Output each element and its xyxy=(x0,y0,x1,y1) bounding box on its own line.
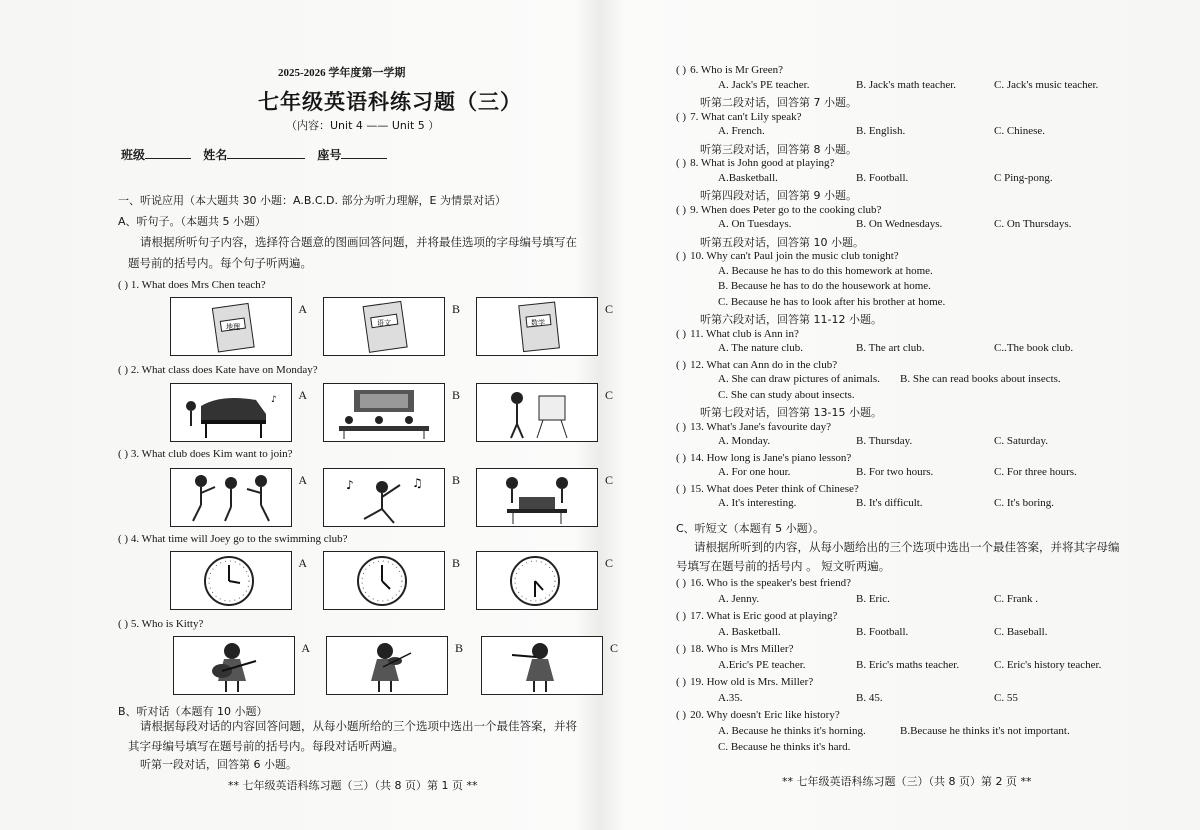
clock-icon xyxy=(171,552,291,609)
svg-text:♪: ♪ xyxy=(271,395,277,405)
page-title: 七年级英语科练习题（三） xyxy=(258,90,522,114)
question-4: ( ) 4. What time will Joey go to the swimming club? xyxy=(118,533,348,545)
answer-option: A. It's interesting. xyxy=(718,497,797,509)
answer-option: B. 45. xyxy=(856,691,883,704)
q1-option-a[interactable]: 地理 A xyxy=(170,297,292,356)
question-row xyxy=(676,111,802,123)
answer-bracket[interactable]: ( ) xyxy=(676,358,687,371)
page-2 xyxy=(600,0,1200,830)
q5-option-b[interactable]: B xyxy=(326,636,448,695)
question-row xyxy=(676,250,899,262)
answer-option: A. Because he thinks it's horning. xyxy=(718,724,866,737)
q1-option-c[interactable]: 数学 C xyxy=(476,297,598,356)
q5-option-a[interactable]: A xyxy=(173,636,295,695)
q3-option-a[interactable]: A xyxy=(170,468,292,527)
answer-option: C. Eric's history teacher. xyxy=(994,658,1102,671)
answer-option: B. Because he has to do the housework at home. xyxy=(718,280,931,292)
question-text: 19. How old is Mrs. Miller? xyxy=(690,676,814,688)
question-text: 6. Who is Mr Green? xyxy=(690,64,784,76)
answer-option: A.35. xyxy=(718,691,743,704)
dancing-kids-icon xyxy=(171,469,291,526)
seat-label: 座号 xyxy=(317,148,342,162)
answer-option: A. The nature club. xyxy=(718,342,804,354)
answer-bracket[interactable]: ( ) xyxy=(676,327,687,340)
answer-bracket[interactable]: ( ) xyxy=(676,110,687,123)
q2-option-b[interactable]: B xyxy=(323,383,445,442)
answer-bracket[interactable]: ( ) xyxy=(676,709,687,721)
q3-option-b[interactable]: ♪ ♫ B xyxy=(323,468,445,527)
answer-option: C. Chinese. xyxy=(994,125,1046,137)
page-1-footer: ** 七年级英语科练习题（三）（共 8 页）第 1 页 ** xyxy=(228,779,478,792)
part-a-heading: A、听句子。（本题共 5 小题） xyxy=(118,215,267,228)
breakdance-icon xyxy=(324,469,444,526)
question-row xyxy=(676,452,851,464)
answer-option: C. Because he has to look after his brother at home. xyxy=(718,295,946,308)
question-5: ( ) 5. Who is Kitty? xyxy=(118,618,204,630)
part-c-heading: C、听短文（本题有 5 小题）。 xyxy=(676,522,825,535)
answer-option: B. Football. xyxy=(856,625,909,638)
answer-option: A.Basketball. xyxy=(718,171,778,184)
question-text: 9. When does Peter go to the cooking club? xyxy=(690,203,882,216)
question-text: 18. Who is Mrs Miller? xyxy=(690,643,794,655)
answer-bracket[interactable]: ( ) xyxy=(676,643,687,655)
question-row xyxy=(676,709,840,721)
answer-option: A. Monday. xyxy=(718,435,771,447)
dialogue-note: 听第二段对话，回答第 7 小题。 xyxy=(700,96,857,109)
dialogue-note: 听第四段对话，回答第 9 小题。 xyxy=(700,189,857,202)
answer-option: B.Because he thinks it's not important. xyxy=(900,724,1070,737)
question-row xyxy=(676,359,837,371)
question-1: ( ) 1. What does Mrs Chen teach? xyxy=(118,279,266,291)
part-b-first-note: 听第一段对话，回答第 6 小题。 xyxy=(140,758,297,771)
answer-bracket[interactable]: ( ) xyxy=(676,157,687,169)
page-2-footer: ** 七年级英语科练习题（三）（共 8 页）第 2 页 ** xyxy=(782,775,1032,788)
question-row xyxy=(676,643,793,655)
chess-icon xyxy=(477,469,597,526)
question-text: 15. What does Peter think of Chinese? xyxy=(690,482,859,495)
question-row xyxy=(676,676,813,688)
answer-bracket[interactable]: ( ) xyxy=(676,577,687,589)
svg-text:♫: ♫ xyxy=(412,476,423,490)
part-c-instruction-2: 号填写在题号前的括号内 。 短文听两遍。 xyxy=(676,559,891,573)
answer-option: B. On Wednesdays. xyxy=(856,218,943,230)
answer-option: A.Eric's PE teacher. xyxy=(718,658,806,671)
svg-text:地理: 地理 xyxy=(226,323,240,331)
answer-option: C Ping-pong. xyxy=(994,171,1053,184)
question-2: ( ) 2. What class does Kate have on Monday? xyxy=(118,364,318,376)
student-info xyxy=(121,146,387,163)
svg-text:语文: 语文 xyxy=(377,319,391,327)
question-text: 12. What can Ann do in the club? xyxy=(690,358,838,371)
answer-option: B. Thursday. xyxy=(856,435,913,447)
question-text: 14. How long is Jane's piano lesson? xyxy=(690,451,852,464)
answer-option: A. Basketball. xyxy=(718,625,781,638)
book-icon xyxy=(324,298,444,355)
question-3: ( ) 3. What club does Kim want to join? xyxy=(118,448,293,460)
girl-guitar-icon xyxy=(174,637,294,694)
answer-option: A. For one hour. xyxy=(718,466,791,478)
question-row xyxy=(676,483,859,495)
question-row xyxy=(676,328,799,340)
answer-bracket[interactable]: ( ) xyxy=(676,420,687,433)
book-icon xyxy=(477,298,597,355)
part-a-instruction-2: 题号前的括号内。每个句子听两遍。 xyxy=(128,256,312,270)
answer-option: C. Saturday. xyxy=(994,435,1048,447)
q5-option-c[interactable]: C xyxy=(481,636,603,695)
section-1-heading: 一、听说应用（本大题共 30 小题：A.B.C.D. 部分为听力理解，E 为情景对话） xyxy=(118,194,506,207)
answer-option: C. On Thursdays. xyxy=(994,218,1072,230)
piano-icon xyxy=(171,384,291,441)
term-label: 2025-2026 学年度第一学期 xyxy=(278,67,406,79)
answer-bracket[interactable]: ( ) xyxy=(676,203,687,216)
question-text: 13. What's Jane's favourite day? xyxy=(690,420,831,433)
answer-option: A. Jenny. xyxy=(718,592,760,605)
answer-option: C. For three hours. xyxy=(994,466,1077,478)
answer-option: B. Eric's maths teacher. xyxy=(856,658,960,671)
part-a-instruction-1: 请根据所听句子内容，选择符合题意的图画回答问题，并将最佳选项的字母编号填写在 xyxy=(140,235,577,249)
q1-option-b[interactable]: 语文 B xyxy=(323,297,445,356)
answer-option: C. Jack's music teacher. xyxy=(994,78,1099,91)
answer-option: B. For two hours. xyxy=(856,466,934,478)
answer-bracket[interactable]: ( ) xyxy=(676,482,687,495)
part-b-heading: B、听对话（本题有 10 小题） xyxy=(118,705,268,718)
classroom-icon xyxy=(324,384,444,441)
answer-bracket[interactable]: ( ) xyxy=(676,64,687,76)
answer-option: C. 55 xyxy=(994,691,1018,704)
name-label: 姓名 xyxy=(203,148,228,162)
answer-bracket[interactable]: ( ) xyxy=(676,676,687,688)
question-row xyxy=(676,421,831,433)
question-row xyxy=(676,157,834,169)
q2-option-c[interactable]: C xyxy=(476,383,598,442)
question-text: 8. What is John good at playing? xyxy=(690,157,835,169)
answer-option: A. French. xyxy=(718,125,765,137)
clock-icon xyxy=(477,552,597,609)
answer-option: B. English. xyxy=(856,125,906,137)
answer-option: C. Baseball. xyxy=(994,625,1048,638)
answer-option: C. Frank . xyxy=(994,592,1038,605)
art-easel-icon xyxy=(477,384,597,441)
part-b-instruction-1: 请根据每段对话的内容回答问题，从每小题所给的三个选项中选出一个最佳答案，并将 xyxy=(140,719,577,733)
answer-option: A. She can draw pictures of animals. xyxy=(718,373,880,385)
question-text: 11. What club is Ann in? xyxy=(690,327,799,340)
dialogue-note: 听第三段对话，回答第 8 小题。 xyxy=(700,142,857,156)
answer-option: A. On Tuesdays. xyxy=(718,218,792,230)
dialogue-note: 听第六段对话，回答第 11-12 小题。 xyxy=(700,313,882,326)
class-label: 班级 xyxy=(121,148,146,162)
answer-option: B. She can read books about insects. xyxy=(900,373,1061,385)
answer-option: C..The book club. xyxy=(994,342,1074,354)
answer-option: A. Jack's PE teacher. xyxy=(718,78,810,91)
dialogue-note: 听第七段对话，回答第 13-15 小题。 xyxy=(700,406,882,419)
question-text: 7. What can't Lily speak? xyxy=(690,110,802,123)
answer-bracket[interactable]: ( ) xyxy=(676,610,687,622)
answer-option: B. Jack's math teacher. xyxy=(856,78,957,91)
name-blank[interactable] xyxy=(227,158,305,159)
question-row xyxy=(676,64,783,76)
answer-option: B. It's difficult. xyxy=(856,497,923,509)
page-subtitle: （内容：Unit 4 —— Unit 5 ） xyxy=(286,119,440,132)
answer-bracket[interactable]: ( ) xyxy=(676,451,687,464)
answer-option: A. Because he has to do this homework at home. xyxy=(718,264,933,277)
answer-option: C. It's boring. xyxy=(994,497,1055,509)
girl-flute-icon xyxy=(482,637,602,694)
seat-blank[interactable] xyxy=(341,158,387,159)
q4-option-a[interactable]: A xyxy=(170,551,292,610)
answer-option: B. The art club. xyxy=(856,342,925,354)
question-text: 20. Why doesn't Eric like history? xyxy=(690,709,840,721)
q4-option-c[interactable]: C xyxy=(476,551,598,610)
class-blank[interactable] xyxy=(145,158,191,159)
question-text: 10. Why can't Paul join the music club tonight? xyxy=(690,250,899,262)
q2-option-a[interactable]: ♪ A xyxy=(170,383,292,442)
clock-icon xyxy=(324,552,444,609)
question-text: 17. What is Eric good at playing? xyxy=(690,610,838,622)
question-text: 16. Who is the speaker's best friend? xyxy=(690,577,852,589)
dialogue-note: 听第五段对话，回答第 10 小题。 xyxy=(700,235,864,249)
question-row xyxy=(676,577,851,589)
svg-text:数学: 数学 xyxy=(531,319,545,327)
answer-option: C. She can study about insects. xyxy=(718,388,855,401)
answer-option: B. Eric. xyxy=(856,592,890,605)
question-row xyxy=(676,610,837,622)
q3-option-c[interactable]: C xyxy=(476,468,598,527)
part-c-instruction-1: 请根据所听到的内容，从每小题给出的三个选项中选出一个最佳答案，并将其字母编 xyxy=(694,540,1120,554)
girl-violin-icon xyxy=(327,637,447,694)
svg-text:♪: ♪ xyxy=(346,478,354,492)
q4-option-b[interactable]: B xyxy=(323,551,445,610)
book-icon xyxy=(171,298,291,355)
answer-option: B. Football. xyxy=(856,171,909,184)
answer-bracket[interactable]: ( ) xyxy=(676,250,687,262)
part-b-instruction-2: 其字母编号填写在题号前的括号内。每段对话听两遍。 xyxy=(128,739,404,753)
question-row xyxy=(676,204,881,216)
answer-option: C. Because he thinks it's hard. xyxy=(718,741,851,753)
